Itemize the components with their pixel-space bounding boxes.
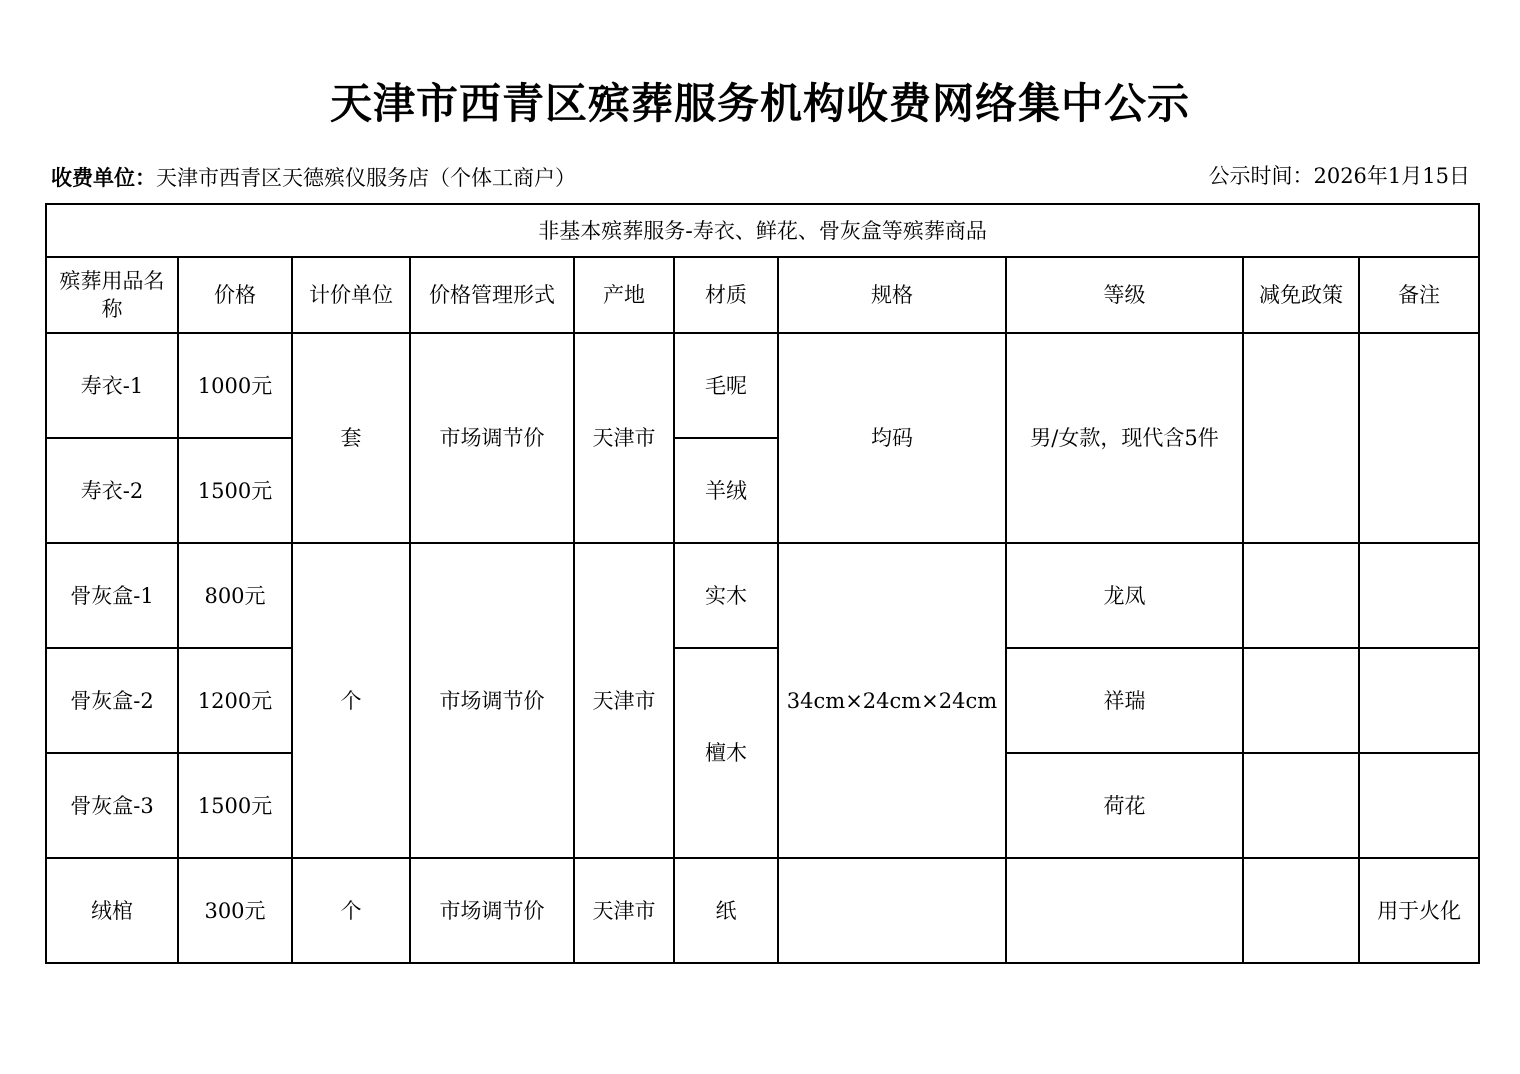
item-note bbox=[1359, 753, 1479, 858]
item-name: 骨灰盒-1 bbox=[46, 543, 178, 648]
table-row bbox=[46, 543, 1479, 648]
fee-unit-label: 收费单位： bbox=[51, 166, 156, 190]
item-management: 市场调节价 bbox=[410, 858, 574, 963]
fee-table bbox=[45, 203, 1480, 964]
item-spec: 均码 bbox=[778, 333, 1006, 543]
header-row bbox=[46, 257, 1479, 333]
publish-date-label: 公示时间： bbox=[1208, 164, 1314, 188]
header-grade: 等级 bbox=[1006, 257, 1243, 333]
item-grade: 祥瑞 bbox=[1006, 648, 1243, 753]
item-material: 实木 bbox=[674, 543, 778, 648]
item-note bbox=[1359, 648, 1479, 753]
item-unit: 个 bbox=[292, 543, 410, 858]
header-material: 材质 bbox=[674, 257, 778, 333]
table-row bbox=[46, 648, 1479, 753]
item-material: 毛呢 bbox=[674, 333, 778, 438]
header-policy: 减免政策 bbox=[1243, 257, 1359, 333]
section-row bbox=[46, 204, 1479, 257]
fee-unit-value: 天津市西青区天德殡仪服务店（个体工商户） bbox=[156, 166, 576, 190]
item-grade bbox=[1006, 858, 1243, 963]
item-note bbox=[1359, 543, 1479, 648]
item-policy bbox=[1243, 543, 1359, 648]
item-note bbox=[1359, 333, 1479, 543]
item-material: 纸 bbox=[674, 858, 778, 963]
item-name: 绒棺 bbox=[46, 858, 178, 963]
item-unit: 个 bbox=[292, 858, 410, 963]
header-origin: 产地 bbox=[574, 257, 674, 333]
item-origin: 天津市 bbox=[574, 858, 674, 963]
item-policy bbox=[1243, 333, 1359, 543]
item-price: 1500元 bbox=[178, 753, 292, 858]
item-name: 寿衣-1 bbox=[46, 333, 178, 438]
item-material: 羊绒 bbox=[674, 438, 778, 543]
item-grade: 荷花 bbox=[1006, 753, 1243, 858]
table-row bbox=[46, 333, 1479, 438]
fee-unit-line bbox=[51, 162, 576, 194]
item-policy bbox=[1243, 648, 1359, 753]
header-price: 价格 bbox=[178, 257, 292, 333]
header-unit: 计价单位 bbox=[292, 257, 410, 333]
item-management: 市场调节价 bbox=[410, 333, 574, 543]
item-policy bbox=[1243, 858, 1359, 963]
item-price: 1200元 bbox=[178, 648, 292, 753]
item-price: 300元 bbox=[178, 858, 292, 963]
page-title: 天津市西青区殡葬服务机构收费网络集中公示 bbox=[329, 79, 1190, 128]
item-unit: 套 bbox=[292, 333, 410, 543]
item-origin: 天津市 bbox=[574, 333, 674, 543]
item-grade: 龙凤 bbox=[1006, 543, 1243, 648]
header-spec: 规格 bbox=[778, 257, 1006, 333]
item-name: 寿衣-2 bbox=[46, 438, 178, 543]
item-policy bbox=[1243, 753, 1359, 858]
item-spec bbox=[778, 858, 1006, 963]
item-management: 市场调节价 bbox=[410, 543, 574, 858]
item-spec: 34cm×24cm×24cm bbox=[778, 543, 1006, 858]
header-note: 备注 bbox=[1359, 257, 1479, 333]
header-management: 价格管理形式 bbox=[410, 257, 574, 333]
item-grade: 男/女款，现代含5件 bbox=[1006, 333, 1243, 543]
publish-date-value: 2026年1月15日 bbox=[1313, 164, 1470, 188]
item-price: 1000元 bbox=[178, 333, 292, 438]
header-name: 殡葬用品名称 bbox=[46, 257, 178, 333]
item-note: 用于火化 bbox=[1359, 858, 1479, 963]
publish-date-line bbox=[1208, 160, 1470, 192]
item-origin: 天津市 bbox=[574, 543, 674, 858]
table-row bbox=[46, 858, 1479, 963]
item-price: 1500元 bbox=[178, 438, 292, 543]
item-material: 檀木 bbox=[674, 648, 778, 858]
item-price: 800元 bbox=[178, 543, 292, 648]
item-name: 骨灰盒-3 bbox=[46, 753, 178, 858]
section-title: 非基本殡葬服务-寿衣、鲜花、骨灰盒等殡葬商品 bbox=[46, 204, 1479, 257]
item-name: 骨灰盒-2 bbox=[46, 648, 178, 753]
